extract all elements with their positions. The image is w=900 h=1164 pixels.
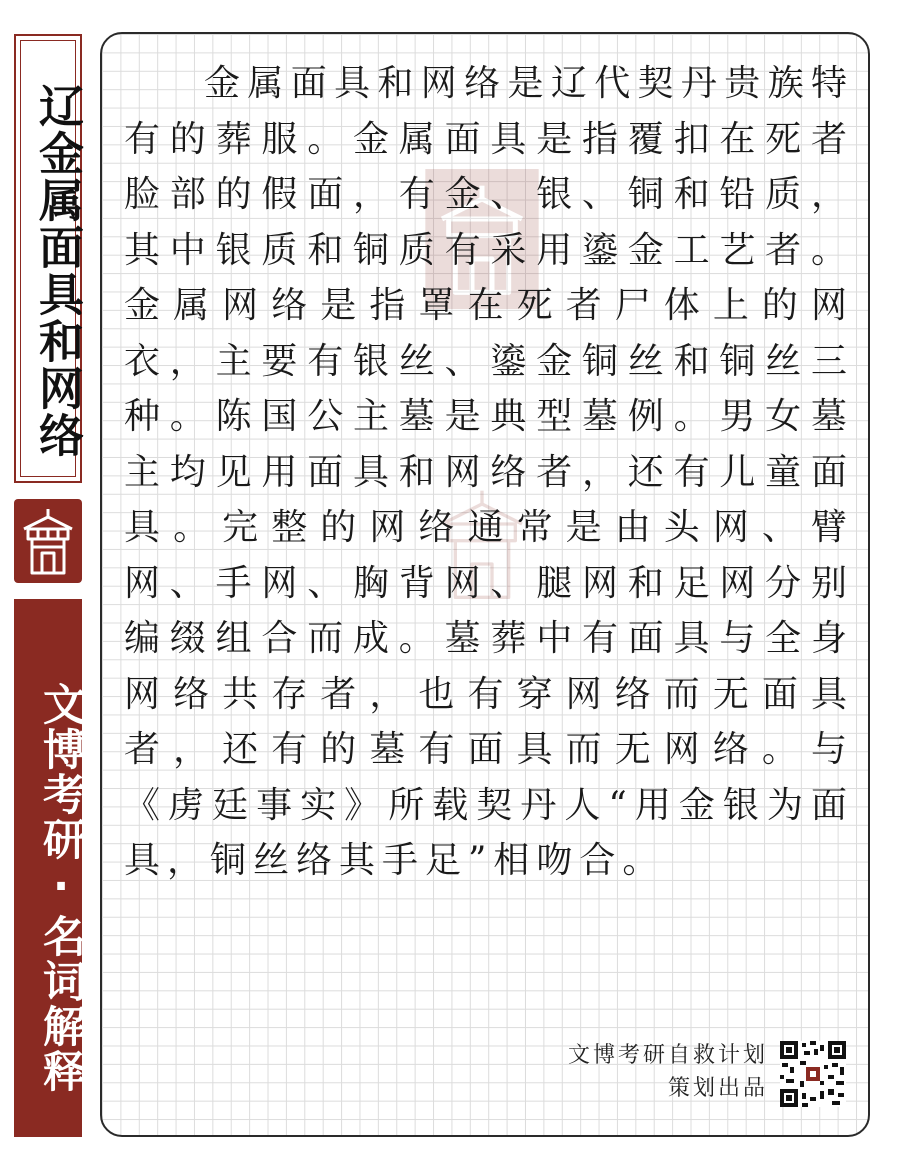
qr-code-icon[interactable] [780,1041,846,1107]
page-title: 辽金属面具和网络 [31,82,84,459]
footer-line-2: 策划出品 [667,1076,768,1101]
footer-line-1: 文博考研自救计划 [567,1043,768,1068]
banner-label: 文博考研·名词解释 [36,682,86,1094]
footer-credit [568,1039,768,1105]
house-seal-icon [14,499,82,583]
side-banner [14,599,86,1137]
title-box [14,34,82,483]
grid-paper [100,32,870,1137]
body-text: 金属面具和网络是辽代契丹贵族特有的葬服。金属面具是指覆扣在死者脸部的假面，有金、银、铜和铅质，其中银质和铜质有采用鎏金工艺者。金属网络是指罩在死者尸体上的网衣，主要有银丝、鎏金铜丝和铜丝三种。陈国公主墓是典型墓例。男女墓主均见用面具和网络者，还有儿童面具。完整的网络通常是由头网、臂网、手网、胸背网、腿网和足网分别编缀组合而成。墓葬中有面具与全身网络共存者，也有穿网络而无面具者，还有的墓有面具而无网络。与《虏廷事实》所载契丹人“用金银为面具，铜丝络其手足”相吻合。 [124,63,854,881]
